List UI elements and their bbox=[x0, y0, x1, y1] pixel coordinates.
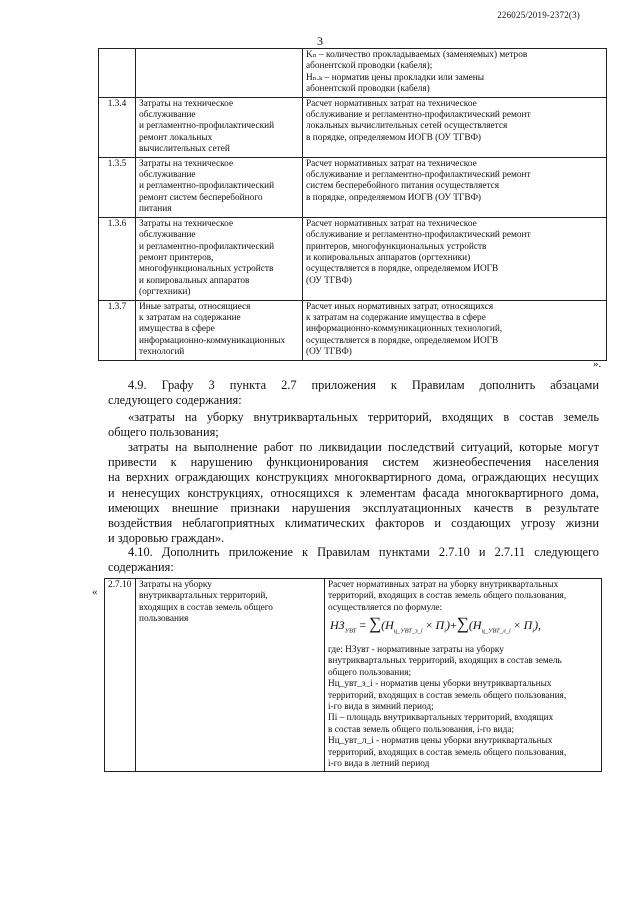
text-line: абонентской проводки (кабеля) bbox=[306, 84, 430, 95]
sum-symbol: ∑ bbox=[368, 614, 382, 634]
table-row bbox=[105, 579, 602, 772]
sum-symbol: ∑ bbox=[456, 614, 469, 634]
row-description: Расчет нормативных затрат на техническое обслуживание и регламентно-профилактический ремонт локальных вычислительных сетей осуществляется в порядке, определяемом ИОГВ (ОУ ТГВФ) bbox=[303, 97, 607, 157]
row-description: Расчет нормативных затрат на техническое обслуживание и регламентно-профилактический ремонт принтеров, многофункциональных устройств и копировальных аппаратов (оргтехники) осуществляется в порядке, определяемом ИОГВ (ОУ ТГВФ) bbox=[303, 217, 607, 300]
row-name: Затраты на техническое обслуживание и регламентно-профилактический ремонт локальных вычислительных сетей bbox=[136, 97, 303, 157]
table-cell-desc bbox=[303, 49, 607, 98]
table-row bbox=[99, 300, 607, 360]
row-number: 1.3.4 bbox=[99, 97, 136, 157]
table-row bbox=[99, 217, 607, 300]
paragraph-quote-b: затраты на выполнение работ по ликвидации последствий ситуаций, которые могут привести к нарушению функционирования систем жизнеобеспечения населения на верхних ограждающих конструкциях многоквартирного дома, ограждающих несущих и ненесущих конструкциях, относящихся к элементам фасада многоквартирного дома, имеющих внешние признаки нарушения эксплуатационных качеств в результате воздействия неблагоприятных климатических факторов и создающих угрозу жизни и здоровью граждан». bbox=[108, 440, 599, 546]
table-row bbox=[99, 49, 607, 98]
row-description: Расчет нормативных затрат на уборку внутриквартальных территорий, входящих в состав земель общего пользования, осуществляется по формуле: $НЗ_{УВТ} = \sum(Н_{ц\_УВТ\_з\_i} \times П_i)+\sum(Н_{ц\_УВТ\_л\_i} \times П_i)$, где: НЗувт - нормативные затраты на уборку внутриквартальных территорий, входящих в состав земель общего пользования; Нц_увт_з_i - норматив цены уборки внутриквартальных территорий, входящих в состав земель общего пользования, i-го вида в зимний период; Пi – площадь внутриквартальных территорий, входящих в состав земель общего пользования, i-го вида; Нц_увт_л_i - норматив цены уборки внутриквартальных территорий, входящих в состав земель общего пользования, i-го вида в летний период bbox=[325, 579, 602, 772]
row-description: Расчет иных нормативных затрат, относящихся к затратам на содержание имущества в сфере информационно-коммуникационных технологий, осуществляется в порядке, определяемом ИОГВ (ОУ ТГВФ) bbox=[303, 300, 607, 360]
closing-quote: ». bbox=[593, 358, 602, 370]
row-number: 1.3.6 bbox=[99, 217, 136, 300]
table-row bbox=[99, 97, 607, 157]
page-number: 3 bbox=[317, 34, 323, 48]
row-name: Иные затраты, относящиеся к затратам на содержание имущества в сфере информационно-коммуникационных технологий bbox=[136, 300, 303, 360]
paragraph-quote-a: «затраты на уборку внутриквартальных территорий, входящих в состав земель общего пользования; bbox=[108, 410, 599, 440]
row-description: Расчет нормативных затрат на техническое обслуживание и регламентно-профилактический ремонт систем бесперебойного питания осуществляется в порядке, определяемом ИОГВ (ОУ ТГВФ) bbox=[303, 157, 607, 217]
costs-table-1 bbox=[98, 48, 607, 361]
cost-formula: $НЗ_{УВТ} = \sum(Н_{ц\_УВТ\_з\_i} \times П_i)+\sum(Н_{ц\_УВТ\_л\_i} \times П_i)$, bbox=[330, 614, 542, 635]
text-line: Kₙ – количество прокладываемых (заменяемых) метров bbox=[306, 50, 528, 60]
table-row bbox=[99, 157, 607, 217]
paragraph-4-9: 4.9. Графу 3 пункта 2.7 приложения к Правилам дополнить абзацами следующего содержания: bbox=[108, 378, 599, 408]
row-name: Затраты на техническое обслуживание и регламентно-профилактический ремонт принтеров, многофункциональных устройств и копировальных аппаратов (оргтехники) bbox=[136, 217, 303, 300]
row-name: Затраты на уборку внутриквартальных территорий, входящих в состав земель общего пользования bbox=[136, 579, 325, 772]
document-number: 226025/2019-2372(3) bbox=[497, 10, 580, 20]
text-line: Нₙ.ₖ – норматив цены прокладки или замены bbox=[306, 72, 485, 83]
row-number: 1.3.5 bbox=[99, 157, 136, 217]
row-number: 1.3.7 bbox=[99, 300, 136, 360]
text-line: абонентской проводки (кабеля); bbox=[306, 61, 433, 72]
row-number: 2.7.10 bbox=[105, 579, 136, 772]
costs-table-2 bbox=[104, 578, 602, 772]
paragraph-4-10: 4.10. Дополнить приложение к Правилам пунктами 2.7.10 и 2.7.11 следующего содержания: bbox=[108, 545, 599, 575]
opening-quote: « bbox=[92, 586, 98, 598]
row-name: Затраты на техническое обслуживание и регламентно-профилактический ремонт систем бесперебойного питания bbox=[136, 157, 303, 217]
